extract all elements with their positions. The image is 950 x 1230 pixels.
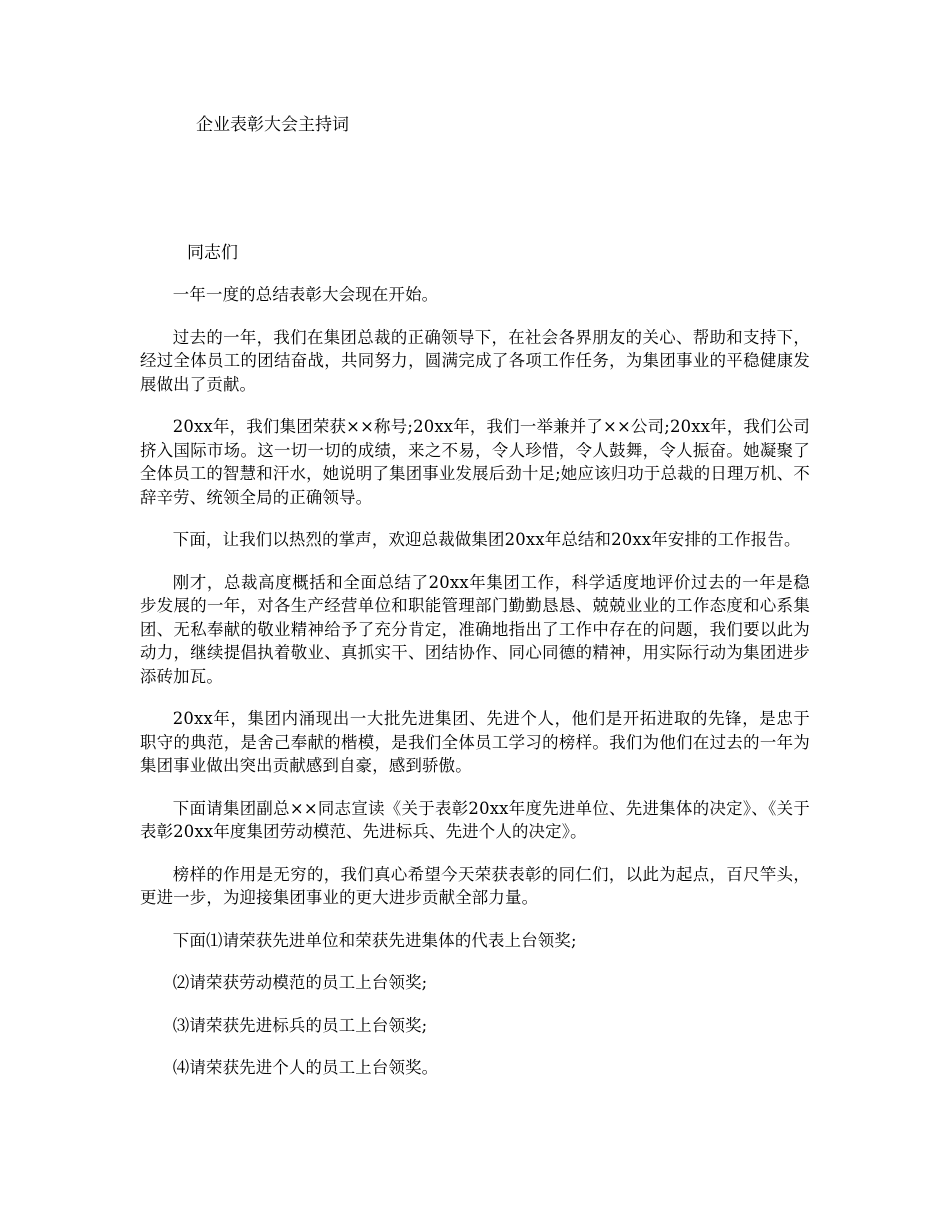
document-body — [140, 283, 810, 1099]
paragraph-role-models: 20xx年，集团内涌现出一大批先进集团、先进个人，他们是开拓进取的先锋，是忠于职守的典范，是舍己奉献的楷模，是我们全体员工学习的榜样。我们为他们在过去的一年为集团事业做出突出贡献感到自豪，感到骄傲。 — [140, 709, 810, 775]
paragraph-encouragement: 榜样的作用是无穷的，我们真心希望今天荣获表彰的同仁们，以此为起点，百尺竿头，更进一步，为迎接集团事业的更大进步贡献全部力量。 — [140, 864, 810, 907]
paragraph-achievements: 20xx年，我们集团荣获××称号;20xx年，我们一举兼并了××公司;20xx年，我们公司挤入国际市场。这一切一切的成绩，来之不易，令人珍惜，令人鼓舞，令人振奋。她凝聚了全体员工的智慧和汗水，她说明了集团事业发展后劲十足;她应该归功于总裁的日理万机、不辞辛劳、统领全局的正确领导。 — [140, 417, 810, 507]
paragraph-opening: 一年一度的总结表彰大会现在开始。 — [172, 285, 439, 304]
paragraph-award-pacesetters: ⑶请荣获先进标兵的员工上台领奖; — [172, 1015, 428, 1035]
paragraph-review: 过去的一年，我们在集团总裁的正确领导下，在社会各界朋友的关心、帮助和支持下，经过全体员工的团结奋战，共同努力，圆满完成了各项工作任务，为集团事业的平稳健康发展做出了贡献。 — [140, 327, 810, 394]
paragraph-report-intro: 下面，让我们以热烈的掌声，欢迎总裁做集团20xx年总结和20xx年安排的工作报告。 — [172, 530, 801, 549]
paragraph-award-models: ⑵请荣获劳动模范的员工上台领奖; — [172, 973, 428, 992]
paragraph-report-summary: 刚才，总裁高度概括和全面总结了20xx年集团工作，科学适度地评价过去的一年是稳步发展的一年，对各生产经营单位和职能管理部门勤勤恳恳、兢兢业业的工作态度和心系集团、无私奉献的敬业精神给予了充分肯定，准确地指出了工作中存在的问题，我们要以此为动力，继续提倡执着敬业、真抓实干、团结协作、同心同德的精神，用实际行动为集团进步添砖加瓦。 — [140, 572, 810, 686]
document-title: 企业表彰大会主持词 — [196, 115, 349, 135]
paragraph-decision-reading: 下面请集团副总××同志宣读《关于表彰20xx年度先进单位、先进集体的决定》、《关于表彰20xx年度集团劳动模范、先进标兵、先进个人的决定》。 — [140, 798, 810, 841]
paragraph-award-individuals: ⑷请荣获先进个人的员工上台领奖。 — [172, 1058, 439, 1077]
paragraph-award-units: 下面⑴请荣获先进单位和荣获先进集体的代表上台领奖; — [172, 930, 577, 950]
salutation: 同志们 — [187, 243, 238, 263]
